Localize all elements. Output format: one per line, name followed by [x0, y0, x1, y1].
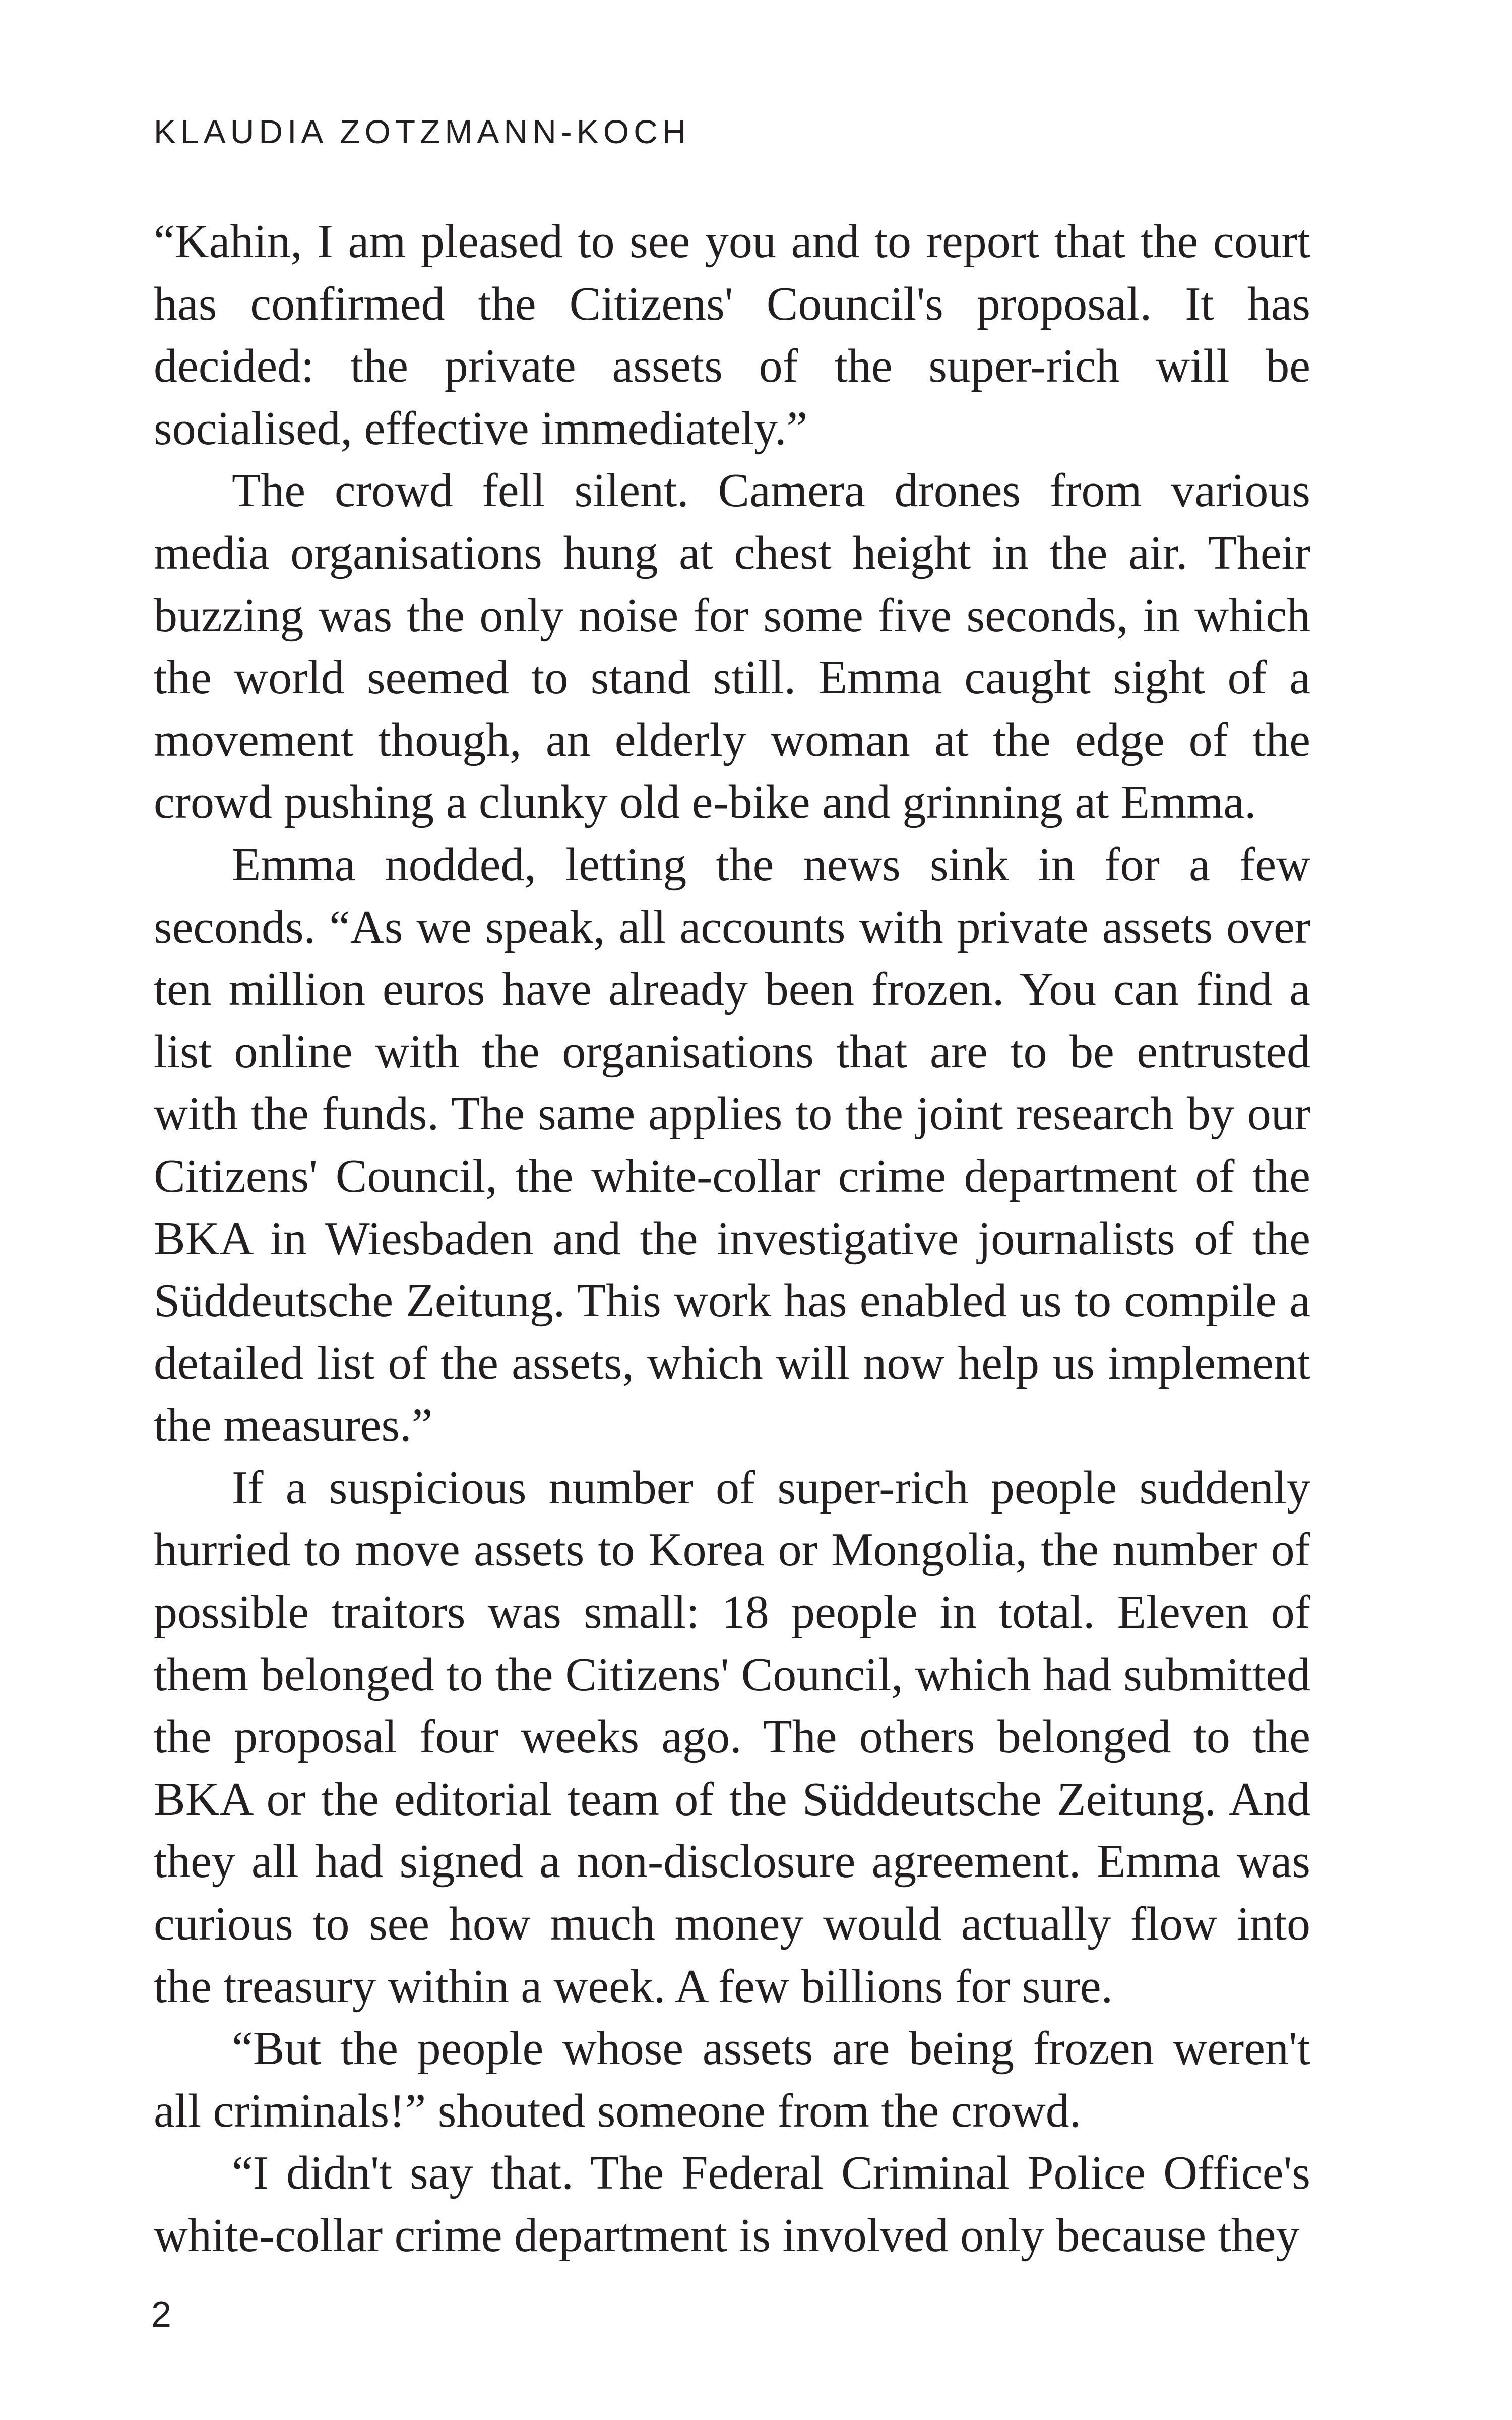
paragraph-6: “I didn't say that. The Federal Criminal Police Office's white-collar crime department is involved only because they — [154, 2147, 1310, 2262]
body-text — [154, 211, 1310, 2267]
page-number: 2 — [151, 2294, 172, 2335]
paragraph-2: The crowd fell silent. Camera drones from various media organisations hung at chest height in the air. Their buzzing was the only noise for some five seconds, in which the world seemed to stand still. Emma caught sight of a movement though, an elderly woman at the edge of the crowd pushing a clunky old e-bike and grinning at Emma. — [154, 464, 1310, 829]
paragraph-1: “Kahin, I am pleased to see you and to report that the court has confirmed the Citizens' Council's proposal. It has decided: the private assets of the super-rich will be socialised, effective immediately.” — [154, 215, 1310, 455]
paragraph-5: “But the people whose assets are being frozen weren't all criminals!” shouted someone from the crowd. — [154, 2022, 1310, 2137]
paragraph-3: Emma nodded, letting the news sink in for a few seconds. “As we speak, all accounts with private assets over ten million euros have already been frozen. You can find a list online with the organisations that are to be entrusted with the funds. The same applies to the joint research by our Citizens' Council, the white-collar crime department of the BKA in Wiesbaden and the investigative journalists of the Süddeutsche Zeitung. This work has enabled us to compile a detailed list of the assets, which will now help us implement the measures.” — [154, 838, 1310, 1452]
paragraph-4: If a suspicious number of super-rich people suddenly hurried to move assets to Korea or Mongolia, the number of possible traitors was small: 18 people in total. Eleven of them belonged to the Citizens' Council, which had submitted the proposal four weeks ago. The others belonged to the BKA or the editorial team of the Süddeutsche Zeitung. And they all had signed a non-disclosure agreement. Emma was curious to see how much money would actually flow into the treasury within a week. A few billions for sure. — [154, 1461, 1310, 2013]
running-head-author: KLAUDIA ZOTZMANN-KOCH — [154, 113, 691, 150]
